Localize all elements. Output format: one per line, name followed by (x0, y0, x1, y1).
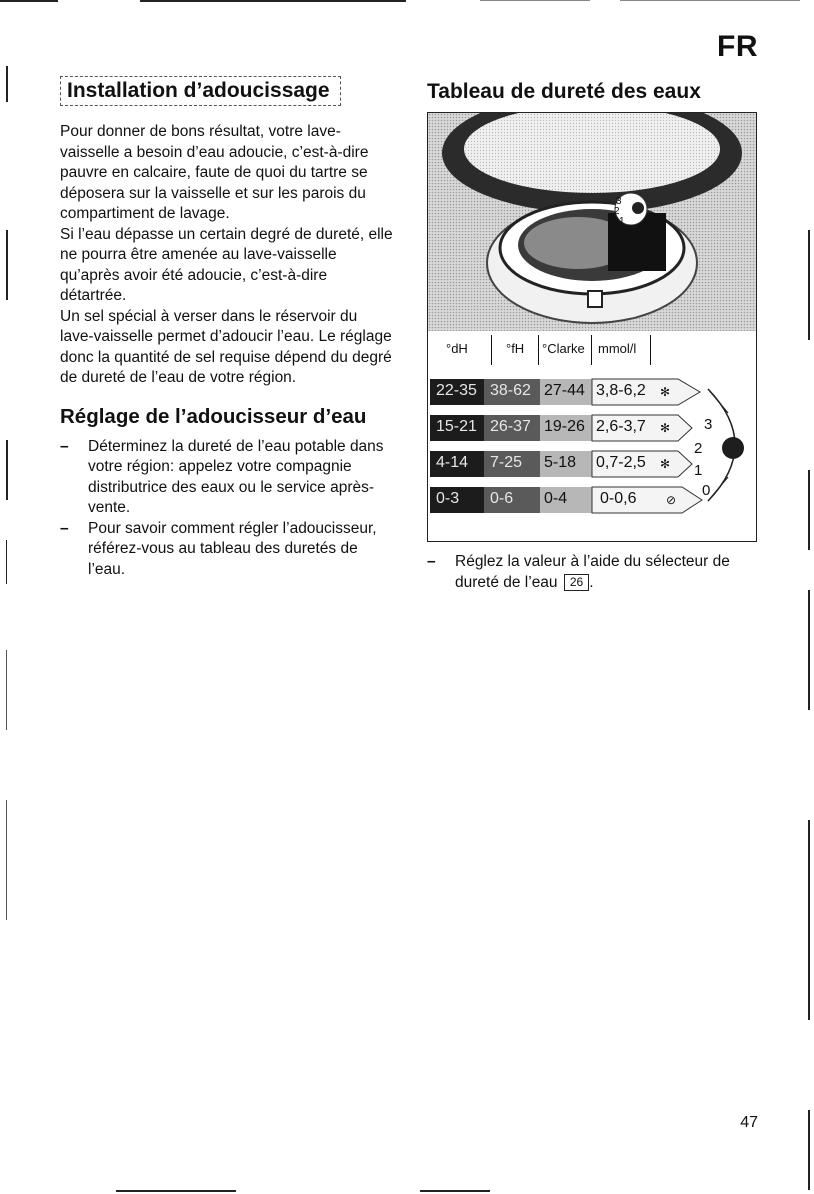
band-value-fh: 7-25 (490, 454, 523, 471)
unit-divider (538, 335, 539, 365)
band-value-mmol: 0-0,6 (600, 490, 637, 507)
intro-paragraph-1: Pour donner de bons résultat, votre lave-vaisselle a besoin d’eau adoucie, c’est-à-dire pauvre en calcaire, faute de quoi du tartre se déposera sur la vaisselle et sur les parois du compartiment de lavage. (60, 123, 369, 222)
scan-line-left-5 (6, 650, 7, 730)
unit-divider (491, 335, 492, 365)
band-value-fh: 0-6 (490, 490, 514, 507)
scan-line-right-5 (808, 1110, 810, 1190)
unit-label: °Clarke (542, 341, 585, 356)
band-value-clarke: 19-26 (544, 418, 585, 435)
band-value-dh: 15-21 (436, 418, 477, 435)
hardness-band-row (430, 485, 710, 515)
photo-dial-number: 1 (619, 216, 625, 227)
band-value-fh: 26-37 (490, 418, 531, 435)
instruction-list (60, 437, 394, 581)
scan-line-left-6 (6, 800, 7, 920)
dial-number: 0 (702, 482, 711, 499)
scan-line-right-2 (808, 470, 810, 550)
salt-icon: ✻ (660, 457, 671, 471)
scan-line-right-4 (808, 820, 810, 1020)
band-value-mmol: 0,7-2,5 (596, 454, 646, 471)
scan-line-right-3 (808, 590, 810, 710)
unit-label: °fH (506, 341, 525, 356)
scan-line-left-4 (6, 540, 7, 584)
unit-divider (591, 335, 592, 365)
band-value-dh: 0-3 (436, 490, 460, 507)
salt-reservoir-photo (428, 113, 756, 331)
dial-number: 1 (694, 462, 703, 479)
reference-box: 26 (564, 574, 589, 591)
scan-line-left-1 (6, 66, 8, 102)
band-value-clarke: 27-44 (544, 382, 585, 399)
scan-line-top-2 (140, 0, 406, 2)
dial-number: 3 (704, 416, 713, 433)
photo-dial-number: 0 (627, 224, 633, 235)
band-value-clarke: 5-18 (544, 454, 577, 471)
hardness-band-row (430, 413, 713, 443)
instruction-text: Réglez la valeur à l’aide du sélecteur de dureté de l’eau (455, 553, 730, 591)
language-tag: FR (717, 30, 758, 63)
intro-paragraph-3: Un sel spécial à verser dans le réservoir du lave-vaisselle permet d’adoucir l’eau. Le réglage donc la quantité de sel requise dépend du degré de dureté de l’eau de votre région. (60, 307, 392, 386)
unit-label: mmol/l (598, 341, 637, 356)
water-hardness-figure (427, 112, 757, 542)
photo-dial-number: 3 (616, 196, 622, 207)
scan-line-bottom-2 (420, 1190, 490, 1192)
hardness-band-row (430, 377, 710, 407)
no-salt-icon: ⊘ (666, 493, 677, 507)
instruction-item (427, 552, 772, 593)
band-value-mmol: 3,8-6,2 (596, 382, 646, 399)
unit-divider (650, 335, 651, 365)
scan-line-left-2 (6, 230, 8, 300)
band-value-mmol: 2,6-3,7 (596, 418, 646, 435)
scan-line-bottom-1 (116, 1190, 236, 1192)
salt-icon: ✻ (660, 421, 671, 435)
scan-line-top-3 (480, 0, 590, 1)
section-title-tableau: Tableau de dureté des eaux (427, 80, 701, 103)
instruction-item: – Déterminez la dureté de l’eau potable dans votre région: appelez votre compagnie distributrice des eaux ou le service après-vente. (60, 437, 394, 519)
scan-line-top-1 (0, 0, 58, 2)
scan-line-right-1 (808, 230, 810, 340)
unit-label: °dH (446, 341, 468, 356)
scan-line-left-3 (6, 440, 8, 500)
instruction-item: – Pour savoir comment régler l’adoucisseur, référez-vous au tableau des duretés de l’eau. (60, 519, 394, 581)
instruction-end: . (589, 573, 594, 591)
hardness-table (428, 331, 756, 541)
band-value-dh: 22-35 (436, 382, 477, 399)
hardness-band-row (430, 449, 710, 479)
right-column (427, 76, 772, 104)
section-title-installation: Installation d’adoucissage (60, 76, 341, 106)
band-value-fh: 38-62 (490, 382, 531, 399)
selector-dial-diagram (690, 367, 756, 523)
subheading-reglage: Réglage de l’adoucisseur d’eau (60, 404, 367, 428)
scan-line-top-4 (620, 0, 800, 1)
instruction-note (427, 552, 772, 593)
right-instruction-list (427, 552, 772, 593)
salt-reservoir-illustration (428, 113, 756, 331)
salt-icon: ✻ (660, 385, 671, 399)
band-value-clarke: 0-4 (544, 490, 568, 507)
page-number: 47 (740, 1114, 758, 1131)
left-column (60, 76, 394, 580)
band-value-dh: 4-14 (436, 454, 469, 471)
dial-number: 2 (694, 440, 703, 457)
photo-dial-number: 2 (614, 206, 620, 217)
intro-paragraph-2: Si l’eau dépasse un certain degré de dureté, elle ne pourra être amenée au lave-vaisselle qu’après avoir été adoucie, c’est-à-dire détartrée. (60, 225, 393, 304)
